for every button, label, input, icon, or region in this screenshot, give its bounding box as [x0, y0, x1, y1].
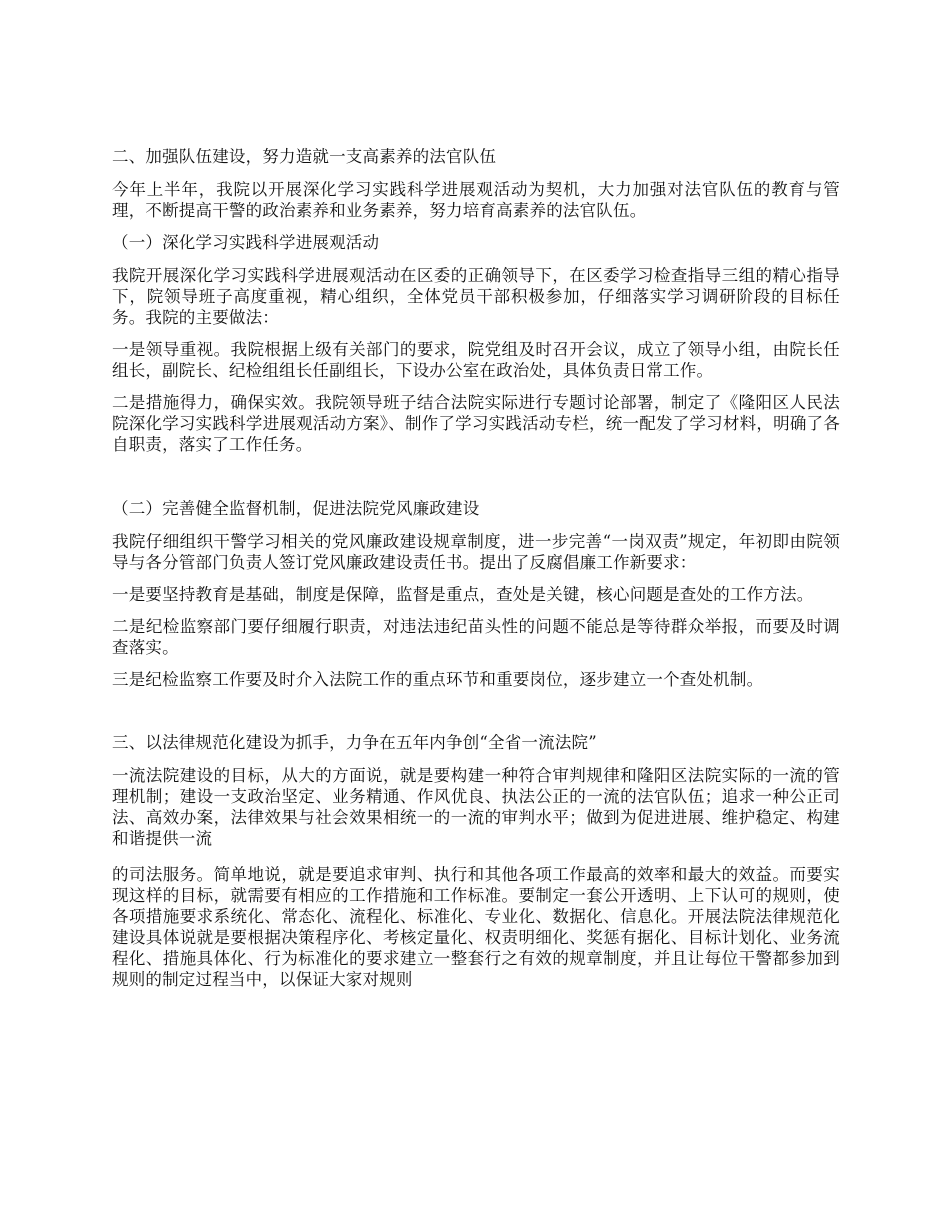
section-3-paragraph-2: 的司法服务。简单地说，就是要追求审判、执行和其他各项工作最高的效率和最大的效益。而要实现这样的目标，就需要有相应的工作措施和工作标准。要制定一套公开透明、上下认可的规则，使各项措施要求系统化、常态化、流程化、标准化、专业化、数据化、信息化。开展法院法律规范化建设具体说就是要根据决策程序化、考核定量化、权责明细化、奖惩有据化、目标计划化、业务流程化、措施具体化、行为标准化的要求建立一整套行之有效的规章制度，并且让每位干警都参加到规则的制定过程当中，以保证大家对规则: [112, 865, 840, 989]
subsection-1-heading: （一）深化学习实践科学进展观活动: [112, 233, 380, 252]
subsection-2-paragraph-1: 我院仔细组织干警学习相关的党风廉政建设规章制度，进一步完善“一岗双责”规定，年初即由院领导与各分管部门负责人签订党风廉政建设责任书。提出了反腐倡廉工作新要求：: [112, 532, 840, 572]
section-2-heading: 二、加强队伍建设，努力造就一支高素养的法官队伍: [112, 147, 497, 166]
subsection-1-paragraph-3: 二是措施得力，确保实效。我院领导班子结合法院实际进行专题讨论部署，制定了《隆阳区人民法院深化学习实践科学进展观活动方案》、制作了学习实践活动专栏，统一配发了学习材料，明确了各自职责，落实了工作任务。: [112, 393, 840, 454]
document-body: [112, 146, 840, 990]
section-2-intro: 今年上半年，我院以开展深化学习实践科学进展观活动为契机，大力加强对法官队伍的教育与管理，不断提高干警的政治素养和业务素养，努力培育高素养的法官队伍。: [112, 180, 840, 220]
subsection-1-paragraph-2: 一是领导重视。我院根据上级有关部门的要求，院党组及时召开会议，成立了领导小组，由院长任组长，副院长、纪检组组长任副组长，下设办公室在政治处，具体负责日常工作。: [112, 340, 840, 380]
subsection-1-paragraph-1: 我院开展深化学习实践科学进展观活动在区委的正确领导下，在区委学习检查指导三组的精心指导下，院领导班子高度重视，精心组织，全体党员干部积极参加，仔细落实学习调研阶段的目标任务。我院的主要做法：: [112, 266, 840, 327]
subsection-2-heading: （二）完善健全监督机制，促进法院党风廉政建设: [112, 499, 480, 518]
section-3-paragraph-1: 一流法院建设的目标，从大的方面说，就是要构建一种符合审判规律和隆阳区法院实际的一流的管理机制；建设一支政治坚定、业务精通、作风优良、执法公正的一流的法官队伍；追求一种公正司法、高效办案，法律效果与社会效果相统一的一流的审判水平；做到为促进进展、维护稳定、构建和谐提供一流: [112, 766, 840, 848]
subsection-2-paragraph-2: 一是要坚持教育是基础，制度是保障，监督是重点，查处是关键，核心问题是查处的工作方法。: [112, 585, 814, 604]
subsection-2-paragraph-4: 三是纪检监察工作要及时介入法院工作的重点环节和重要岗位，逐步建立一个查处机制。: [112, 670, 764, 689]
subsection-2-paragraph-3: 二是纪检监察部门要仔细履行职责，对违法违纪苗头性的问题不能总是等待群众举报，而要及时调查落实。: [112, 617, 840, 657]
section-3-heading: 三、以法律规范化建设为抓手，力争在五年内争创“全省一流法院”: [112, 733, 597, 752]
